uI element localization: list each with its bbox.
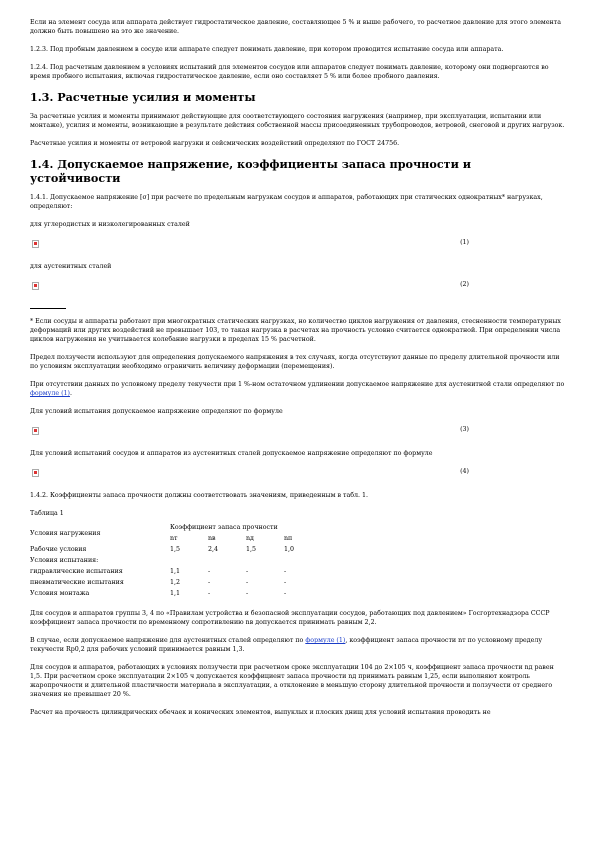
row-label: гидравлические испытания [30,568,123,575]
table-row [30,566,322,577]
table-cell: 1,5 [246,546,257,553]
formula-1 [30,238,565,252]
text-run: В случае, если допускаемое напряжение для аустенитных сталей определяют по [30,637,306,644]
document-page [30,18,565,717]
row-label: Условия монтажа [30,590,90,597]
paragraph-austenitic-nt [30,636,565,654]
footnote: * Если сосуды и аппараты работают при многократных статических нагрузках, но количество циклов нагружения от давления, стесненности температурных деформаций или других воздействий не превышает 103, то такая нагрузка в расчетах на прочность условно считается однократной. При определении числа циклов нагружения не учитывается колебание нагрузки в пределах 15 % расчетной. [30,318,561,343]
table-cell: - [284,568,287,575]
table-cell [284,555,322,566]
paragraph-creep-limit: Предел ползучести используют для определения допускаемого напряжения в тех случаях, когда отсутствуют данные по пределу длительной прочности или по условиям эксплуатации необходимо ограничить величину деформации (перемещения). [30,354,560,370]
paragraph-no-yield-data [30,380,565,398]
table-cell [246,555,284,566]
row-label: Рабочие условия [30,546,87,553]
table-caption: Таблица 1 [30,510,64,517]
paragraph-test-conditions: Для условий испытания допускаемое напряжение определяют по формуле [30,408,283,415]
paragraph-austenitic-test: Для условий испытаний сосудов и аппаратов из аустенитных сталей допускаемое напряжение определяют по формуле [30,450,433,457]
text-run: , коэффициент запаса прочности nт по условному пределу текучести Rp0,2 для рабочих условий принимается равным 1,3. [30,637,543,653]
heading-1-4: 1.4. Допускаемое напряжение, коэффициенты запаса прочности и устойчивости [30,157,472,185]
broken-image-icon [32,427,39,435]
safety-factor-table [30,522,322,599]
broken-image-icon [32,282,39,290]
paragraph-strength-calc: Расчет на прочность цилиндрических обечаек и конических элементов, выпуклых и плоских днищ для условий испытания проводить не [30,709,491,716]
table-row [30,555,322,566]
subheader-nd: nд [246,535,254,542]
table-cell: 2,4 [208,546,219,553]
text-run: При отсутствии данных по условному пределу текучести при 1 %-ном остаточном удлинении допускаемое напряжение для аустенитной стали определяют по [30,381,565,388]
text-run: . [70,390,73,397]
table-cell [170,555,208,566]
table-cell: 1,1 [170,568,181,575]
table-cell: 1,0 [284,546,295,553]
table-header-row [30,522,322,533]
table-row [30,577,322,588]
table-cell: - [246,579,249,586]
table-cell: - [284,579,287,586]
header-conditions: Условия нагружения [30,529,101,537]
paragraph-groups-3-4: Для сосудов и аппаратов группы 3, 4 по «Правилам устройства и безопасной эксплуатации сосудов, работающих под давлением» Госгортехнадзора СССР коэффициент запаса прочности по временному сопротивлению nв допускается принимать равным 2,2. [30,610,550,626]
paragraph-carbon-steels: для углеродистых и низколегированных сталей [30,221,190,228]
paragraph-creep-conditions: Для сосудов и аппаратов, работающих в условиях ползучести при расчетном сроке эксплуатации 104 до 2×105 ч, коэффициент запаса прочности nд равен 1,5. При расчетном сроке эксплуатации 2×105 ч допускается коэффициент запаса прочности nд принимать равным 1,25, если выполняют контроль жаропрочности и длительной пластичности материала в эксплуатации, а отклонение в меньшую сторону длительной прочности и ползучести от среднего значения не превышает 20 %. [30,664,554,698]
equation-number: (1) [460,239,469,246]
formula-2 [30,280,565,294]
table-cell: - [246,590,249,597]
table-cell: - [208,568,211,575]
table-cell: - [208,579,211,586]
table-cell: 1,2 [170,579,181,586]
equation-number: (2) [460,281,469,288]
broken-image-icon [32,240,39,248]
table-row [30,544,322,555]
table-cell [208,555,246,566]
table-cell: 1,1 [170,590,181,597]
table-cell: - [246,568,249,575]
subheader-nt: nт [170,535,178,542]
paragraph-1-2-4: 1.2.4. Под расчетным давлением в условиях испытаний для элементов сосудов или аппаратов следует понимать давление, которому они подвергаются во время пробного испытания, включая гидростатическое давление, если оно составляет 5 % или более пробного давления. [30,64,549,80]
equation-number: (3) [460,426,469,433]
paragraph-1-4-2: 1.4.2. Коэффициенты запаса прочности должны соответствовать значениям, приведенным в табл. 1. [30,492,369,499]
table-cell: - [284,590,287,597]
table-cell: - [208,590,211,597]
footnote-separator [30,308,66,309]
heading-1-3: 1.3. Расчетные усилия и моменты [30,90,256,104]
broken-image-icon [32,469,39,477]
paragraph-1-2-3: 1.2.3. Под пробным давлением в сосуде или аппарате следует понимать давление, при котором проводится испытание сосуда или аппарата. [30,46,504,53]
row-label: Условия испытания: [30,557,99,564]
formula-1-link[interactable]: формуле (1) [305,637,346,644]
paragraph-hydrostatic: Если на элемент сосуда или аппарата действует гидростатическое давление, составляющее 5 % и выше рабочего, то расчетное давление для этого элемента должно быть повышено на это же значение. [30,19,561,35]
table-row [30,588,322,599]
formula-3 [30,425,565,439]
subheader-nv: nв [208,535,216,542]
equation-number: (4) [460,468,469,475]
formula-1-link[interactable]: формуле (1) [30,390,71,397]
row-label: пневматические испытания [30,579,124,586]
paragraph-wind-seismic: Расчетные усилия и моменты от ветровой нагрузки и сейсмических воздействий определяют по ГОСТ 24756. [30,140,400,147]
header-safety-factor: Коэффициент запаса прочности [170,524,278,531]
paragraph-austenitic-steels: для аустенитных сталей [30,263,112,270]
subheader-np: nп [284,535,293,542]
paragraph-1-4-1: 1.4.1. Допускаемое напряжение [σ] при расчете по предельным нагрузкам сосудов и аппаратов, работающих при статических однократных* нагрузках, определяют: [30,194,543,210]
table-cell: 1,5 [170,546,181,553]
paragraph-design-forces: За расчетные усилия и моменты принимают действующие для соответствующего состояния нагружения (например, при эксплуатации, испытании или монтаже), усилия и моменты, возникающие в результате действия собственной массы присоединенных трубопроводов, ветровой, снеговой и других нагрузок. [30,113,565,129]
formula-4 [30,467,565,481]
